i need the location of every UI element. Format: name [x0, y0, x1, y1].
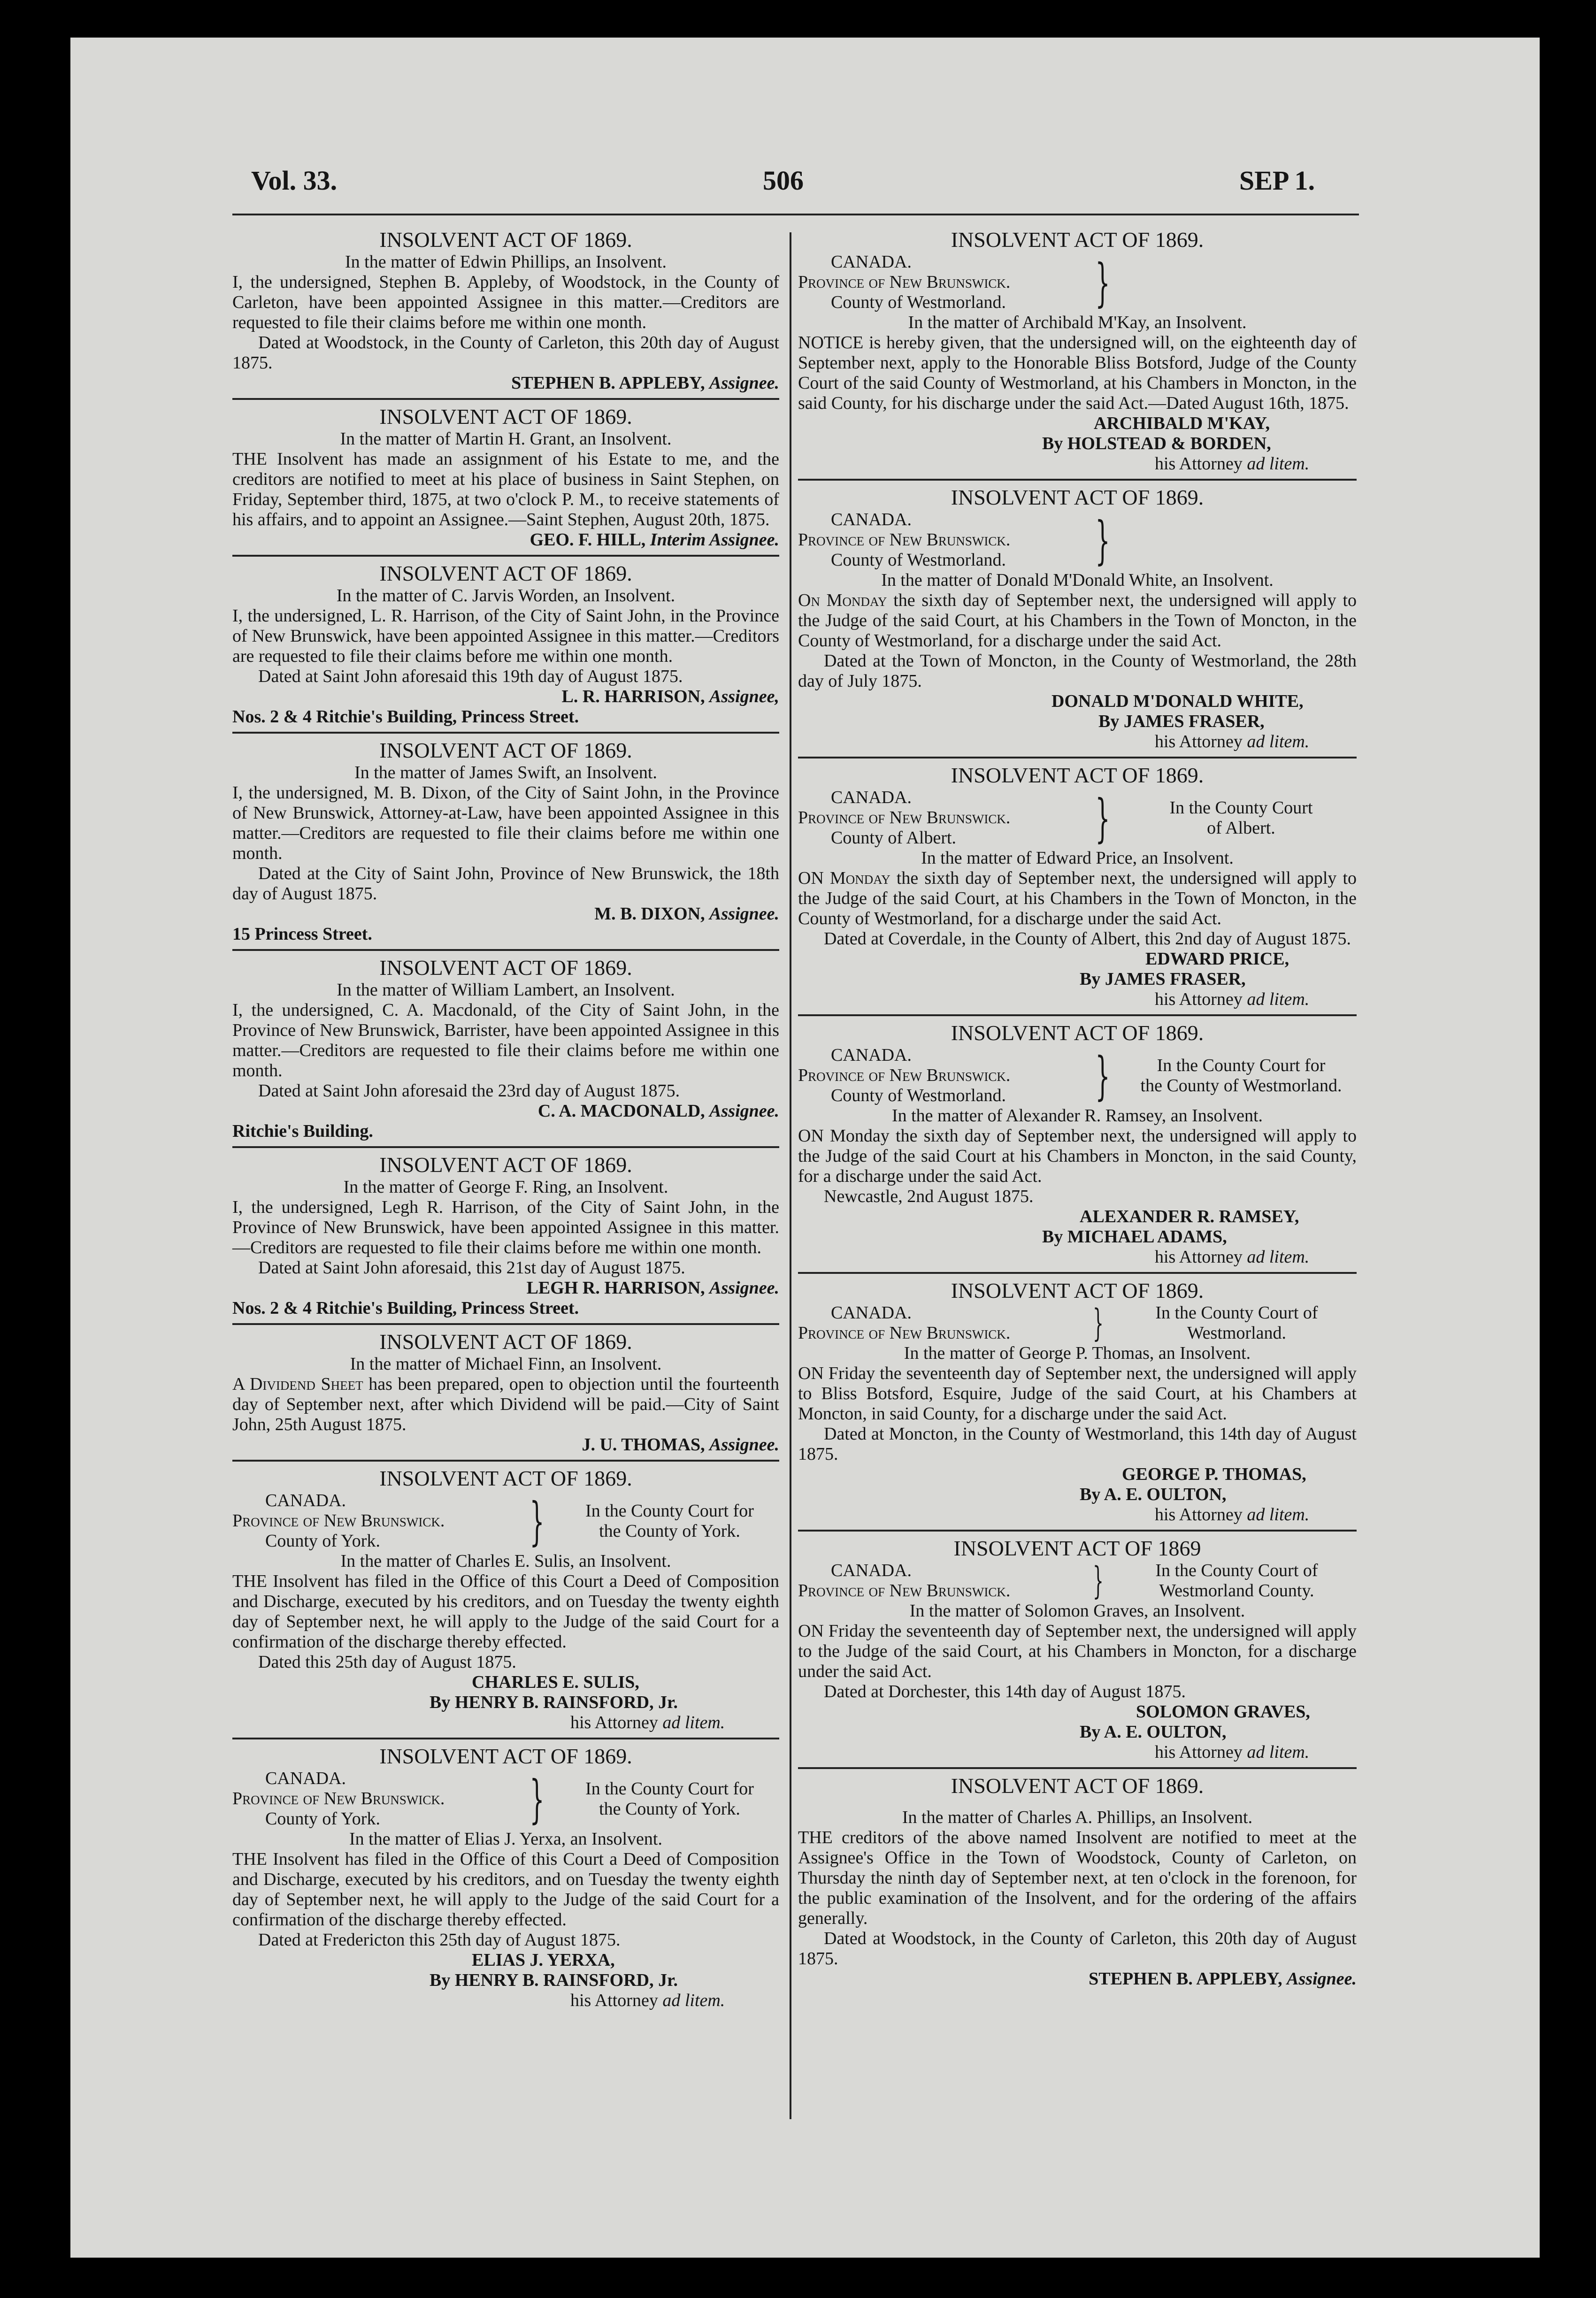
caption-court-line1: In the County Court for — [585, 1501, 754, 1521]
caption-court-line1: In the County Court of — [1155, 1561, 1318, 1580]
notice-signature: SOLOMON GRAVES, — [1136, 1702, 1310, 1722]
notice-dated: Dated at the City of Saint John, Province of New Brunswick, the 18th day of August 1875. — [232, 864, 779, 904]
notice-matter: In the matter of Martin H. Grant, an Insolvent. — [340, 429, 672, 449]
notice-attorney: his Attorney ad litem. — [1155, 454, 1310, 474]
notice-body: THE Insolvent has filed in the Office of this Court a Deed of Composition and Discharge, executed by his creditors, and on Tuesday the twenty eighth day of September next, he will apply to the Judge of the said Court for a confirmation of the discharge thereby effected. — [232, 1571, 779, 1652]
notice-dated: Dated this 25th day of August 1875. — [258, 1652, 516, 1672]
caption-province: Province of New Brunswick. — [798, 1323, 1011, 1343]
brace-icon: } — [1095, 252, 1110, 313]
notice-title: INSOLVENT ACT OF 1869. — [379, 1153, 632, 1177]
notice-signature: DONALD M'DONALD WHITE, — [1051, 691, 1304, 711]
court-caption — [798, 1045, 1357, 1106]
notice-title: INSOLVENT ACT OF 1869. — [379, 228, 632, 252]
notice — [232, 561, 779, 734]
right-column — [798, 228, 1357, 1999]
notice-dated: Dated at Woodstock, in the County of Carleton, this 20th day of August 1875. — [232, 333, 779, 373]
notice-address: Nos. 2 & 4 Ritchie's Building, Princess Street. — [232, 707, 579, 727]
left-column — [232, 228, 779, 2020]
court-caption — [232, 1491, 779, 1551]
court-caption — [798, 1561, 1357, 1601]
notice-matter: In the matter of Elias J. Yerxa, an Insolvent. — [349, 1829, 662, 1849]
caption-court-line1: In the County Court of — [1155, 1303, 1318, 1323]
notice-title: INSOLVENT ACT OF 1869. — [379, 405, 632, 429]
notice-dated: Newcastle, 2nd August 1875. — [824, 1187, 1034, 1206]
notice-signature: M. B. DIXON, Assignee. — [594, 904, 779, 924]
notice-address: 15 Princess Street. — [232, 924, 372, 944]
notice-signature: L. R. HARRISON, Assignee, — [561, 687, 779, 706]
header-rule — [232, 214, 1359, 215]
notice-address: Nos. 2 & 4 Ritchie's Building, Princess Street. — [232, 1298, 579, 1318]
caption-canada: CANADA. — [831, 788, 912, 807]
notice — [232, 1153, 779, 1325]
notice-attorney-by: By HENRY B. RAINSFORD, Jr. — [430, 1970, 678, 1990]
notice-matter: In the matter of George P. Thomas, an Insolvent. — [904, 1343, 1251, 1363]
notice-dated: Dated at Saint John aforesaid, this 21st day of August 1875. — [258, 1258, 685, 1278]
notice-attorney: his Attorney ad litem. — [1155, 1742, 1310, 1762]
caption-court-line1: In the County Court — [1169, 797, 1313, 818]
notice-attorney-by: By HOLSTEAD & BORDEN, — [1042, 434, 1271, 453]
brace-icon: } — [529, 1491, 545, 1551]
notice-signature: ARCHIBALD M'KAY, — [1094, 414, 1270, 433]
brace-icon: } — [1095, 788, 1110, 848]
notice-body: ON Monday the sixth day of September next, the undersigned will apply to the Judge of the said Court at his Chambers in Moncton, in the said County, for a discharge under the said Act. — [798, 1126, 1357, 1186]
court-caption — [798, 788, 1357, 848]
notice-title: INSOLVENT ACT OF 1869. — [951, 485, 1204, 509]
notice-title: INSOLVENT ACT OF 1869. — [379, 738, 632, 762]
notice-signature: GEORGE P. THOMAS, — [1122, 1464, 1306, 1484]
notice — [232, 228, 779, 400]
notice-dated: Dated at Coverdale, in the County of Albert, this 2nd day of August 1875. — [824, 929, 1351, 949]
caption-canada: CANADA. — [831, 1561, 912, 1580]
notice-title: INSOLVENT ACT OF 1869. — [951, 1774, 1204, 1798]
notice-title: INSOLVENT ACT OF 1869. — [951, 1021, 1204, 1045]
notice-matter: In the matter of Alexander R. Ramsey, an Insolvent. — [891, 1106, 1263, 1126]
notice-matter: In the matter of Charles A. Phillips, an Insolvent. — [902, 1808, 1253, 1827]
caption-province: Province of New Brunswick. — [232, 1511, 445, 1531]
notice-title: INSOLVENT ACT OF 1869. — [951, 228, 1204, 252]
notice-body: I, the undersigned, C. A. Macdonald, of the City of Saint John, in the Province of New Brunswick, Barrister, have been appointed Assignee in this matter.—Creditors are requested to file their claims before me within one month. — [232, 1000, 779, 1080]
notice-dated: Dated at the Town of Moncton, in the County of Westmorland, the 28th day of July 1875. — [798, 651, 1357, 691]
notice — [798, 485, 1357, 758]
notice-signature: ALEXANDER R. RAMSEY, — [1080, 1207, 1299, 1226]
notice-matter: In the matter of Solomon Graves, an Insolvent. — [909, 1601, 1245, 1621]
notice-body: I, the undersigned, Legh R. Harrison, of the City of Saint John, in the Province of New Brunswick, have been appointed Assignee in this matter.—Creditors are requested to file their claims before me within one month. — [232, 1197, 779, 1257]
notice — [798, 1536, 1357, 1769]
notice-matter: In the matter of Edward Price, an Insolvent. — [921, 848, 1234, 868]
page-number: 506 — [763, 165, 804, 196]
notice-title: INSOLVENT ACT OF 1869. — [951, 763, 1204, 787]
notice-attorney-by: By JAMES FRASER, — [1098, 712, 1265, 731]
caption-court-line2: the County of Westmorland. — [1140, 1075, 1342, 1095]
caption-canada: CANADA. — [831, 1045, 912, 1065]
notice — [232, 405, 779, 557]
caption-province: Province of New Brunswick. — [798, 530, 1011, 550]
notice-signature: LEGH R. HARRISON, Assignee. — [526, 1278, 779, 1298]
notice — [232, 1330, 779, 1462]
caption-canada: CANADA. — [265, 1769, 346, 1788]
notice-dated: Dated at Woodstock, in the County of Carleton, this 20th day of August 1875. — [798, 1929, 1357, 1969]
caption-canada: CANADA. — [265, 1491, 346, 1510]
caption-court-line2: the County of York. — [599, 1799, 740, 1819]
caption-canada: CANADA. — [831, 252, 912, 272]
notice — [232, 956, 779, 1148]
notice-body: ON Friday the seventeenth day of September next, the undersigned will apply to the Judge of the said Court, at his Chambers in Moncton, for a discharge under the said Act. — [798, 1621, 1357, 1681]
brace-icon: } — [1092, 1559, 1104, 1602]
notice-title: INSOLVENT ACT OF 1869 — [953, 1536, 1201, 1560]
caption-county: County of Westmorland. — [831, 550, 1006, 570]
notice-body: THE Insolvent has made an assignment of his Estate to me, and the creditors are notified to meet at his place of business in Saint Stephen, on Friday, September third, 1875, at two o'clock P. M., to receive statements of his affairs, and to appoint an Assignee.—Saint Stephen, August 20th, 1875. — [232, 449, 779, 529]
notice — [798, 1774, 1357, 1994]
notice-title: INSOLVENT ACT OF 1869. — [379, 1330, 632, 1354]
caption-canada: CANADA. — [831, 510, 912, 529]
notice — [232, 1744, 779, 2015]
caption-province: Province of New Brunswick. — [798, 272, 1011, 292]
notice — [798, 763, 1357, 1016]
notice-dated: Dated at Saint John aforesaid this 19th day of August 1875. — [258, 666, 683, 686]
notice — [798, 1021, 1357, 1274]
caption-province: Province of New Brunswick. — [798, 1581, 1011, 1601]
notice-dated: Dated at Saint John aforesaid the 23rd day of August 1875. — [258, 1081, 680, 1101]
notice-matter: In the matter of Charles E. Sulis, an Insolvent. — [340, 1551, 671, 1571]
notice-matter: In the matter of James Swift, an Insolvent. — [354, 763, 657, 782]
notice-signature: ELIAS J. YERXA, — [472, 1950, 615, 1970]
notice-signature: STEPHEN B. APPLEBY, Assignee. — [1089, 1969, 1357, 1989]
notice-attorney: his Attorney ad litem. — [1155, 1247, 1310, 1267]
notice-attorney: his Attorney ad litem. — [1155, 1505, 1310, 1524]
notice-matter: In the matter of C. Jarvis Worden, an Insolvent. — [336, 586, 675, 605]
volume-number: Vol. 33. — [251, 165, 338, 196]
notice-dated: Dated at Fredericton this 25th day of August 1875. — [258, 1930, 621, 1950]
notice — [798, 228, 1357, 481]
notice-title: INSOLVENT ACT OF 1869. — [951, 1279, 1204, 1302]
notice-title: INSOLVENT ACT OF 1869. — [379, 956, 632, 980]
caption-province: Province of New Brunswick. — [798, 1065, 1011, 1085]
caption-province: Province of New Brunswick. — [798, 808, 1011, 827]
notice-body: NOTICE is hereby given, that the undersigned will, on the eighteenth day of September next, apply to the Honorable Bliss Botsford, Judge of the County Court of the said County of Westmorland, at his Chambers in Moncton, in the said County, for his discharge under the said Act.—Dated August 16th, 1875. — [798, 333, 1357, 413]
column-divider — [790, 232, 791, 2119]
brace-icon: } — [1095, 1045, 1110, 1106]
caption-court-line2: Westmorland. — [1187, 1323, 1287, 1343]
notice-body: I, the undersigned, L. R. Harrison, of the City of Saint John, in the Province of New Brunswick, have been appointed Assignee in this matter.—Creditors are requested to file their claims before me within one month. — [232, 606, 779, 666]
notice — [798, 1279, 1357, 1532]
notice-matter: In the matter of Michael Finn, an Insolvent. — [350, 1354, 662, 1374]
notice-matter: In the matter of Archibald M'Kay, an Insolvent. — [908, 313, 1247, 332]
caption-county: County of York. — [265, 1809, 380, 1829]
caption-court-line2: the County of York. — [599, 1521, 740, 1541]
notice-signature: CHARLES E. SULIS, — [472, 1672, 639, 1692]
notice-attorney-by: By A. E. OULTON, — [1080, 1722, 1227, 1742]
notice-signature: EDWARD PRICE, — [1145, 949, 1289, 969]
caption-county: County of Westmorland. — [831, 292, 1006, 312]
caption-court-line2: of Albert. — [1207, 818, 1275, 838]
notice-matter: In the matter of Donald M'Donald White, an Insolvent. — [881, 570, 1274, 590]
notice-matter: In the matter of William Lambert, an Insolvent. — [337, 980, 675, 1000]
notice-body: ON Friday the seventeenth day of September next, the undersigned will apply to Bliss Botsford, Esquire, Judge of the said Court, at his Chambers at Moncton, in said County, for a discharge under the said Act. — [798, 1363, 1357, 1424]
notice-title: INSOLVENT ACT OF 1869. — [379, 1744, 632, 1768]
notice-body: THE creditors of the above named Insolvent are notified to meet at the Assignee's Office in the Town of Woodstock, County of Carleton, on Thursday the ninth day of September next, at ten o'clock in the forenoon, for the public examination of the Insolvent, and for the ordering of the affairs generally. — [798, 1828, 1357, 1928]
notice-body: I, the undersigned, Stephen B. Appleby, of Woodstock, in the County of Carleton, have been appointed Assignee in this matter.—Creditors are requested to file their claims before me within one month. — [232, 272, 779, 332]
notice-attorney: his Attorney ad litem. — [1155, 989, 1310, 1009]
caption-court-line1: In the County Court for — [1157, 1055, 1326, 1075]
notice-attorney-by: By HENRY B. RAINSFORD, Jr. — [430, 1693, 678, 1712]
notice-attorney: his Attorney ad litem. — [570, 1991, 725, 2010]
notice-matter: In the matter of George F. Ring, an Insolvent. — [343, 1177, 668, 1197]
notice-title: INSOLVENT ACT OF 1869. — [379, 561, 632, 585]
notice-attorney-by: By JAMES FRASER, — [1080, 969, 1246, 989]
brace-icon: } — [529, 1769, 545, 1829]
caption-county: County of Albert. — [831, 828, 957, 848]
notice-body: On Monday the sixth day of September next, the undersigned will apply to the Judge of the said Court, at his Chambers in the Town of Moncton, in the County of Westmorland, for a discharge under the said Act. — [798, 590, 1357, 651]
notice — [232, 738, 779, 951]
caption-province: Province of New Brunswick. — [232, 1789, 445, 1808]
notice-attorney: his Attorney ad litem. — [1155, 732, 1310, 751]
caption-county: County of Westmorland. — [831, 1086, 1006, 1105]
caption-court-line1: In the County Court for — [585, 1778, 754, 1799]
notice-signature: J. U. THOMAS, Assignee. — [582, 1435, 779, 1455]
notice-signature: STEPHEN B. APPLEBY, Assignee. — [511, 373, 779, 393]
notice-title: INSOLVENT ACT OF 1869. — [379, 1466, 632, 1490]
notice-address: Ritchie's Building. — [232, 1121, 373, 1141]
notice-attorney-by: By A. E. OULTON, — [1080, 1485, 1227, 1504]
notice-body: THE Insolvent has filed in the Office of this Court a Deed of Composition and Discharge, executed by his creditors, and on Tuesday the twenty eighth day of September next, he will apply to the Judge of the said Court for a confirmation of the discharge thereby effected. — [232, 1849, 779, 1930]
caption-county: County of York. — [265, 1531, 380, 1551]
court-caption — [798, 510, 1357, 570]
caption-court-line2: Westmorland County. — [1159, 1581, 1314, 1601]
notice-attorney-by: By MICHAEL ADAMS, — [1042, 1227, 1227, 1247]
notice-attorney: his Attorney ad litem. — [570, 1713, 725, 1732]
brace-icon: } — [1092, 1301, 1104, 1345]
notice-signature: GEO. F. HILL, Interim Assignee. — [529, 530, 779, 550]
court-caption — [798, 252, 1357, 313]
notice-body: ON Monday the sixth day of September next, the undersigned will apply to the Judge of the said Court, at his Chambers in the Town of Moncton, in the County of Westmorland, for a discharge under the said Act. — [798, 868, 1357, 928]
caption-canada: CANADA. — [831, 1303, 912, 1323]
brace-icon: } — [1095, 510, 1110, 570]
notice-signature: C. A. MACDONALD, Assignee. — [537, 1101, 779, 1121]
notice-body: A Dividend Sheet has been prepared, open to objection until the fourteenth day of September next, after which Dividend will be paid.—City of Saint John, 25th August 1875. — [232, 1374, 779, 1434]
court-caption — [232, 1769, 779, 1829]
notice-matter: In the matter of Edwin Phillips, an Insolvent. — [345, 252, 667, 272]
notice-dated: Dated at Moncton, in the County of Westmorland, this 14th day of August 1875. — [798, 1424, 1357, 1464]
issue-date: SEP 1. — [1239, 165, 1315, 196]
notice — [232, 1466, 779, 1739]
notice-dated: Dated at Dorchester, this 14th day of August 1875. — [824, 1682, 1186, 1701]
court-caption — [798, 1303, 1357, 1343]
notice-body: I, the undersigned, M. B. Dixon, of the City of Saint John, in the Province of New Brunswick, Attorney-at-Law, have been appointed Assignee in this matter.—Creditors are requested to file their claims before me within one month. — [232, 783, 779, 863]
